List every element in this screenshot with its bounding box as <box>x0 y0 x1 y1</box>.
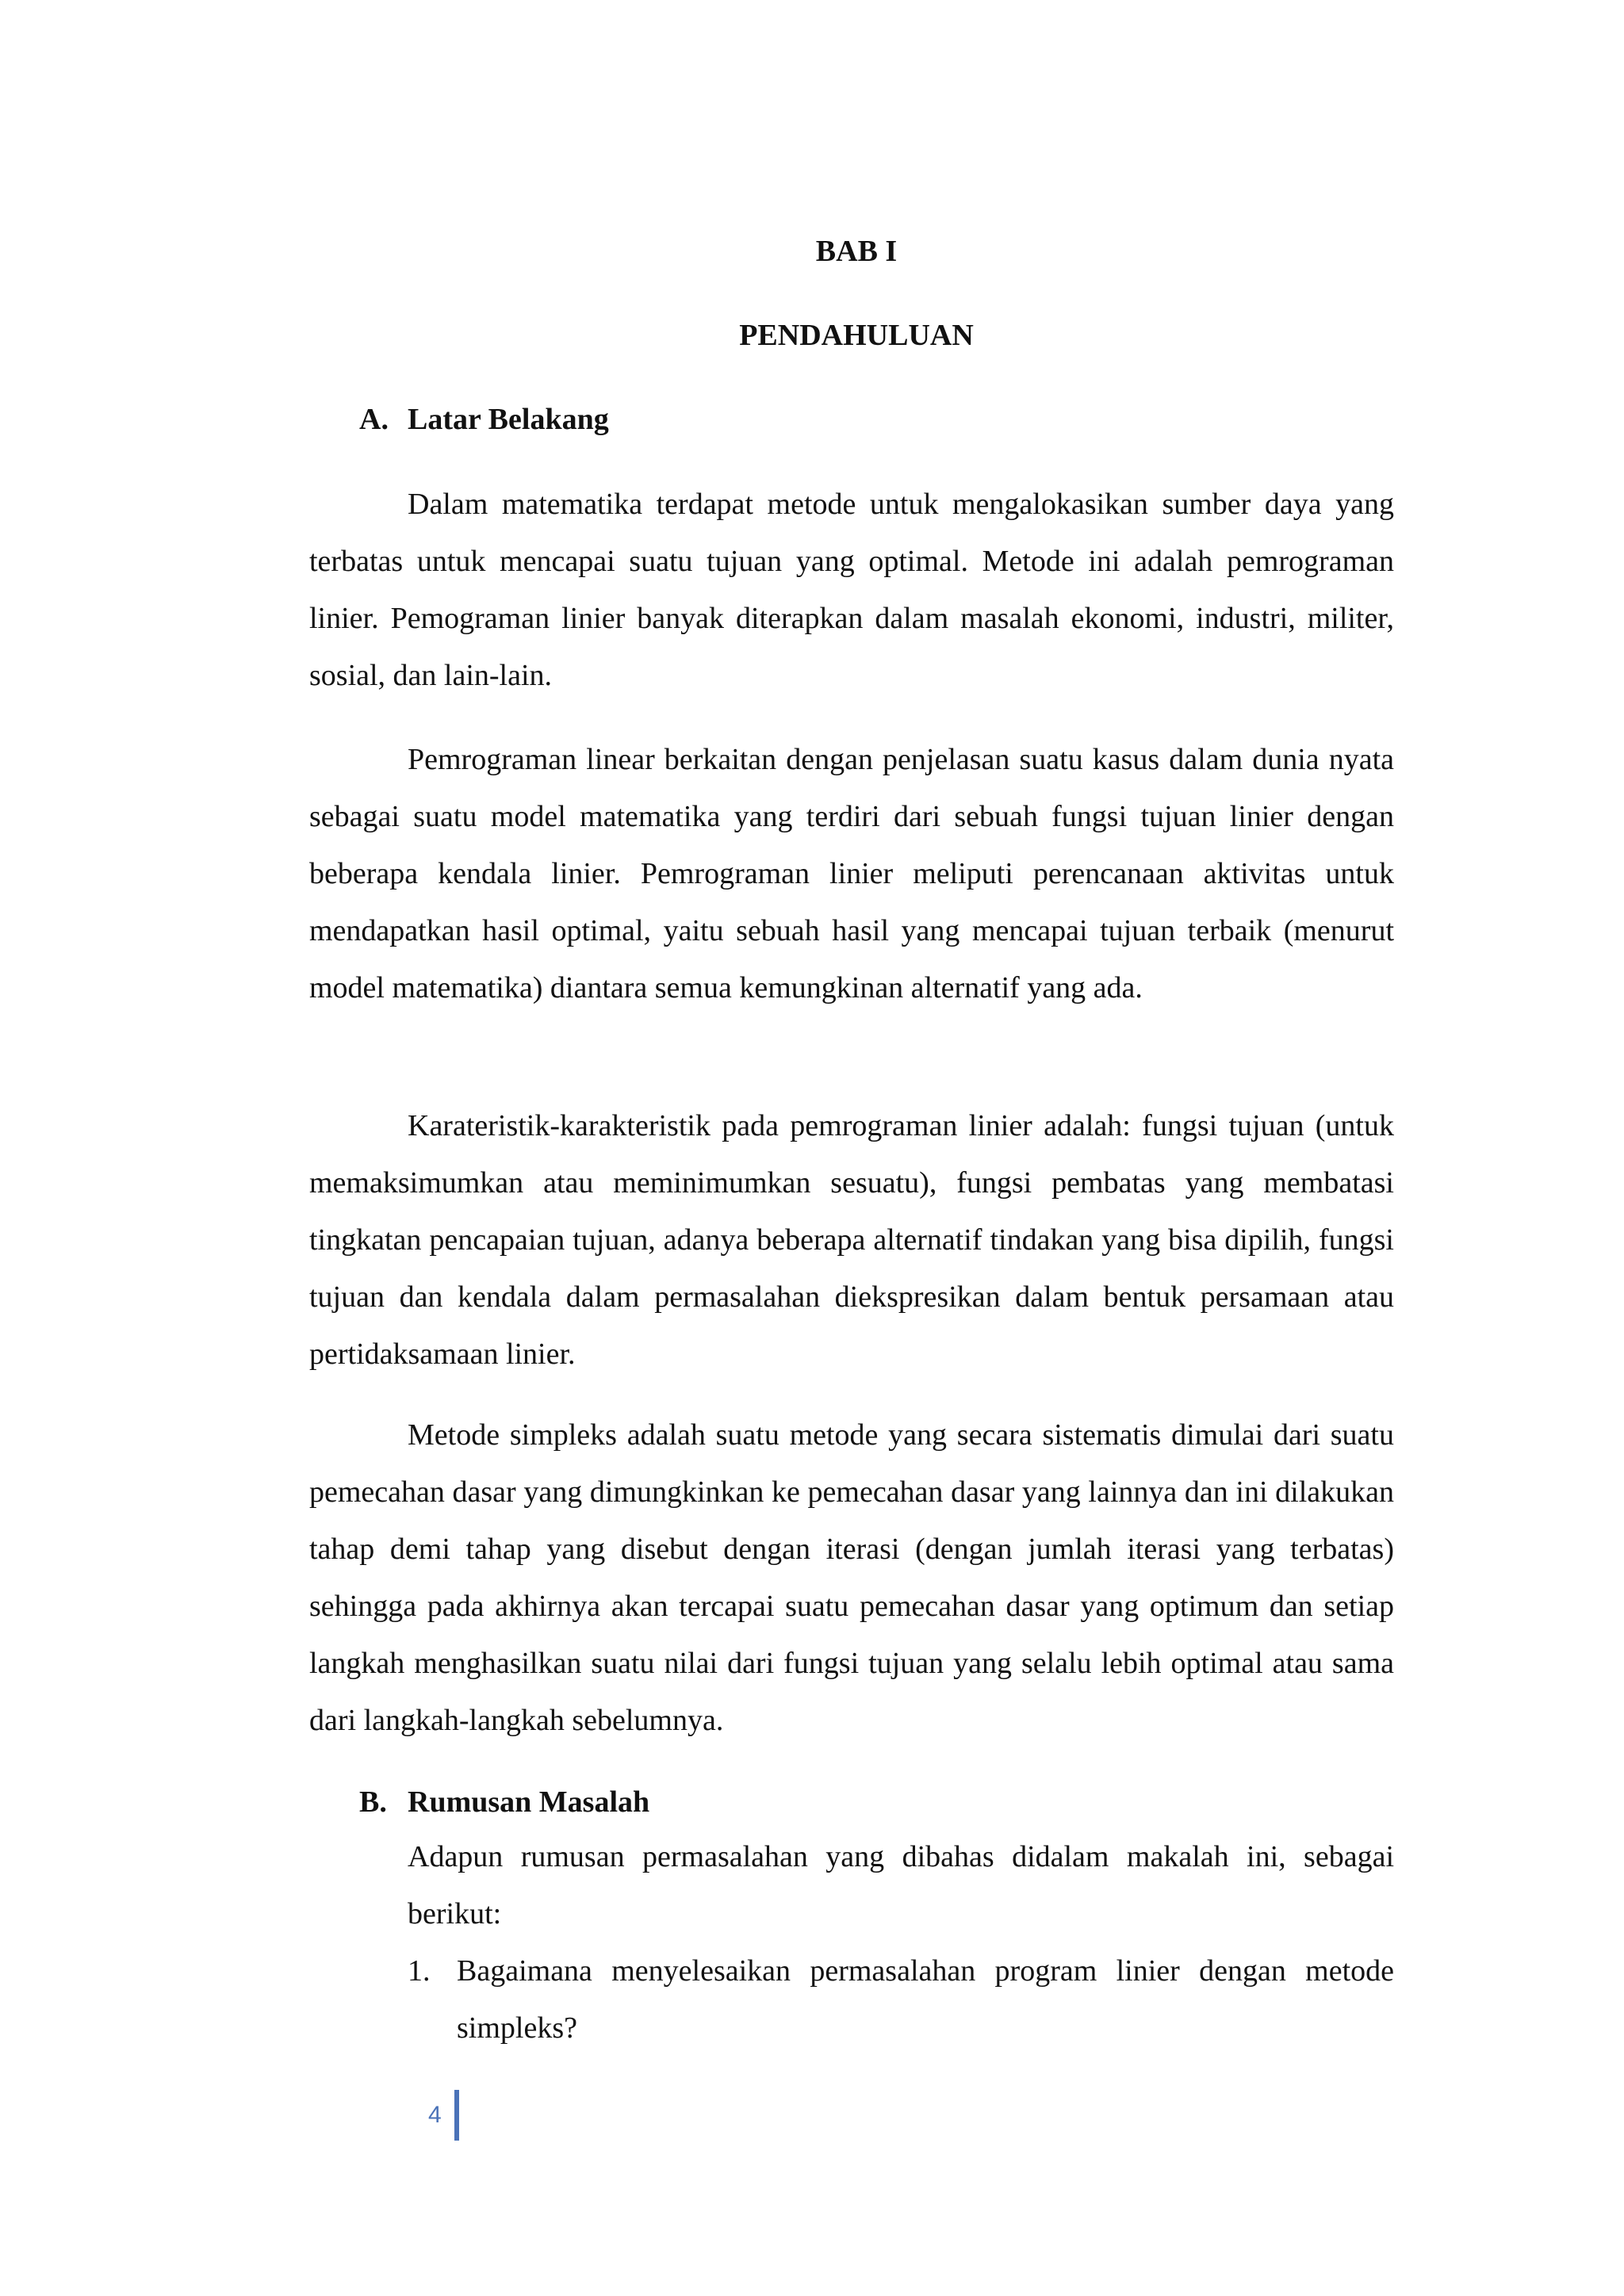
list-item <box>408 1942 1394 2057</box>
paragraph-latar-1: Dalam matematika terdapat metode untuk mengalokasikan sumber daya yang terbatas untuk mencapai suatu tujuan yang optimal. Metode ini adalah pemrograman linier. Pemograman linier banyak diterapkan dalam masalah ekonomi, industri, militer, sosial, dan lain-lain. <box>309 488 1394 692</box>
paragraph-latar-4: Metode simpleks adalah suatu metode yang secara sistematis dimulai dari suatu pemecahan dasar yang dimungkinkan ke pemecahan dasar yang lainnya dan ini dilakukan tahap demi tahap yang disebut dengan iterasi (dengan jumlah iterasi yang terbatas) sehingga pada akhirnya akan tercapai suatu pemecahan dasar yang optimum dan setiap langkah menghasilkan suatu nilai dari fungsi tujuan yang selalu lebih optimal atau sama dari langkah-langkah sebelumnya. <box>309 1418 1394 1737</box>
section-title-b: Rumusan Masalah <box>408 1785 650 1819</box>
rumusan-intro: Adapun rumusan permasalahan yang dibahas didalam makalah ini, sebagai berikut: <box>408 1840 1394 1931</box>
paragraph-latar-2: Pemrograman linear berkaitan dengan penjelasan suatu kasus dalam dunia nyata sebagai suatu model matematika yang terdiri dari sebuah fungsi tujuan linier dengan beberapa kendala linier. Pemrograman linier meliputi perencanaan aktivitas untuk mendapatkan hasil optimal, yaitu sebuah hasil yang mencapai tujuan terbaik (menurut model matematika) diantara semua kemungkinan alternatif yang ada. <box>309 743 1394 1004</box>
section-heading-a <box>359 404 609 434</box>
paragraph-latar-3: Karateristik-karakteristik pada pemrograman linier adalah: fungsi tujuan (untuk memaksimumkan atau meminimumkan sesuatu), fungsi pembatas yang membatasi tingkatan pencapaian tujuan, adanya beberapa alternatif tindakan yang bisa dipilih, fungsi tujuan dan kendala dalam permasalahan diekspresikan dalam bentuk persamaan atau pertidaksamaan linier. <box>309 1109 1394 1371</box>
list-item-text: Bagaimana menyelesaikan permasalahan program linier dengan metode simpleks? <box>457 1954 1394 2045</box>
section-letter-a: A. <box>359 403 389 436</box>
chapter-label: BAB I <box>815 235 898 268</box>
section-heading-b <box>359 1787 649 1817</box>
section-letter-b: B. <box>359 1785 387 1819</box>
page-footer <box>428 2090 459 2141</box>
footer-accent-bar <box>454 2090 459 2141</box>
list-item-number: 1. <box>408 1954 431 1988</box>
page-number: 4 <box>428 2102 442 2128</box>
chapter-title: PENDAHULUAN <box>739 319 974 352</box>
section-title-a: Latar Belakang <box>408 403 609 436</box>
